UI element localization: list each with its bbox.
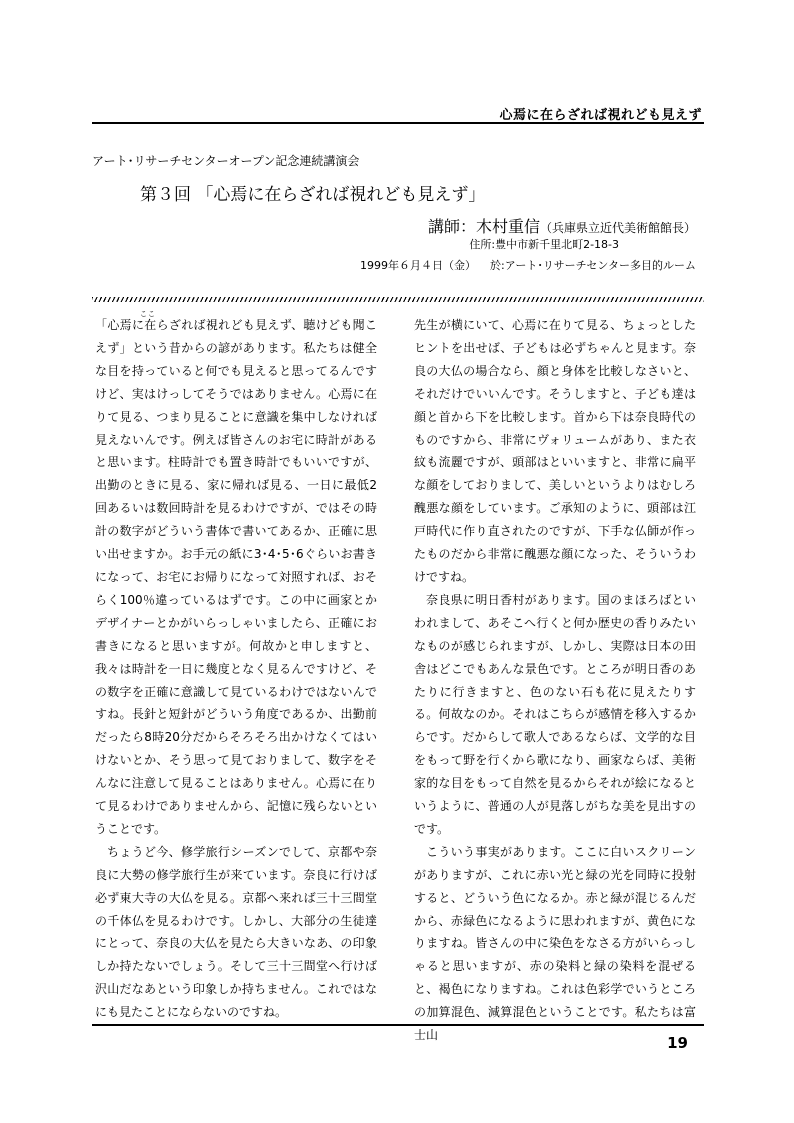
footer-rule [92, 1024, 704, 1026]
lecturer-affiliation: （兵庫県立近代美術館館長） [539, 221, 696, 235]
lecturer-name: 講師：木村重信 [427, 217, 540, 236]
lecture-date: 1999年６月４日（金） [360, 259, 476, 272]
page-number: 19 [667, 1034, 688, 1052]
paragraph: こういう事実があります。ここに白いスクリーンがありますが、これに赤い光と緑の光を同時に投射すると、どういう色になるか。赤と緑が混じるんだから、赤緑色になるように思われますが、黄色になりますね。皆さんの中に染色をなさる方がいらっしゃると思いますが、赤の染料と緑の染料を混ぜると、褐色になりますね。これは色彩学でいうところの加算混色、減算混色ということです。私たちは富士山 [414, 844, 696, 1043]
lecture-series-title: アート･リサーチセンターオープン記念連続講演会 [92, 154, 360, 168]
header-rule [92, 122, 704, 124]
section-divider [92, 297, 704, 302]
paragraph: 先生が横にいて、心焉に在りて見る、ちょっとしたヒントを出せば、子どもは必ずちゃんと見ます。奈良の大仏の場合なら、顔と身体を比較しなさいと、それだけでいいんです。そうしますと、子ども達は顔と首から下を比較します。首から下は奈良時代のものですから、非常にヴォリュームがあり、また衣紋も流麗ですが、頭部はといいますと、非常に扁平な顔をしておりまして、美しいというよりはむしろ醜悪な顔をしています。ご承知のように、頭部は江戸時代に作り直されたのですが、下手な仏師が作ったものだから非常に醜悪な顔になった、そういうわけですね。 [414, 318, 696, 584]
ruby-reading: ここ [140, 310, 156, 318]
running-head: 心焉に在らざれば視れども見えず [499, 108, 702, 123]
lecturer-line [428, 214, 696, 237]
paragraph: ちょうど今、修学旅行シーズンでして、京都や奈良に大勢の修学旅行生が来ています。奈良に行けば必ず東大寺の大仏を見る。京都へ来れば三十三間堂の千体仏を見るわけです。しかし、大部分の生徒達にとって、奈良の大仏を見たら大きいなあ、の印象しか持たないでしょう。そして三十三間堂へ行けば沢山だなあという印象しか持ちません。これではなにも見たことにならないのですね。 [95, 844, 377, 1020]
lecturer-address: 住所:豊中市新千里北町2-18-3 [469, 238, 619, 251]
paragraph: 奈良県に明日香村があります。国のまほろばといわれまして、あそこへ行くと何か歴史の香りみたいなものが感じられますが、しかし、実際は日本の田舎はどこでもあんな景色です。ところが明日香のあたりに行きますと、色のない石も花に見えたりする。何故なのか。それはこちらが感情を移入するからです。だからして歌人であるならば、文学的な目をもって野を行くから歌になり、画家ならば、美術家的な目をもって自然を見るからそれが絵になるというように、普通の人が見落しがちな美を見出すのです。 [414, 592, 696, 836]
lecture-title: 第３回 「心焉に在らざれば視れども見えず」 [140, 185, 486, 205]
body-column-right [414, 314, 696, 1047]
date-venue-line [360, 257, 696, 273]
lecture-venue: 於:アート･リサーチセンター多目的ルーム [490, 259, 696, 272]
body-column-left [95, 314, 377, 1024]
paragraph: 「心焉に在らざれば視れども見えず、聴けども聞こえず」という昔からの諺があります。私たちは健全な目を持っていると何でも見えると思ってるんですけど、実はけっしてそうではありません。心焉に在りて見る、つまり見ることに意識を集中しなければ見えないんです。例えば皆さんのお宅に時計があると思います。柱時計でも置き時計でもいいですが、出勤のときに見る、家に帰れば見る、一日に最低2回あるいは数回時計を見るわけですが、ではその時計の数字がどういう書体で書いてあるか、正確に思い出せますか。お手元の紙に3･4･5･6ぐらいお書きになって、お宅にお帰りになって対照すれば、おそらく100％違っているはずです。この中に画家とかデザイナーとかがいらっしゃいましたら、正確にお書きになると思いますが。何故かと申しますと、我々は時計を一日に幾度となく見るんですけど、その数字を正確に意識して見ているわけではないんですね。長針と短針がどういう角度であるか、出勤前だったら8時20分だからそろそろ出かけなくてはいけないとか、そう思って見ておりまして、数字をそんなに注意して見ることはありません。心焉に在りて見るわけでありませんから、記憶に残らないということです。 [95, 318, 377, 836]
